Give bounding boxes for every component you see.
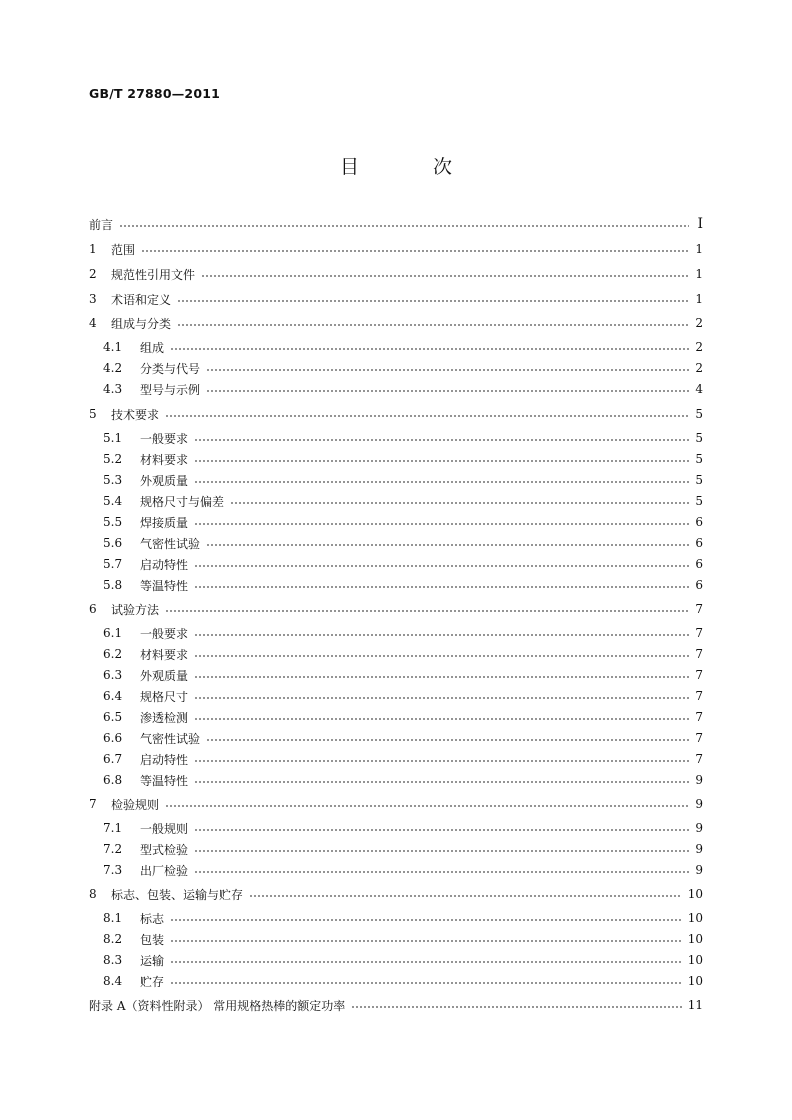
toc-entry[interactable] [103,666,703,684]
toc-entry[interactable] [103,819,703,837]
toc-entry[interactable] [103,909,703,927]
toc-entry[interactable] [103,951,703,969]
toc-entry-page-number: 5 [695,452,703,466]
toc-entry-label: 组成 [140,340,165,355]
document-number: GB/T 27880—2011 [89,86,221,101]
toc-entry-label: 材料要求 [140,647,189,662]
toc-entry-number: 6.1 [103,626,123,640]
toc-entry[interactable] [103,708,703,726]
toc-dot-leader [170,982,682,984]
toc-entry-page-number: 7 [695,731,703,745]
toc-entry-number: 1 [89,242,97,256]
toc-entry-label: 气密性试验 [140,536,201,551]
toc-entry-number: 3 [89,292,97,306]
toc-dot-leader [177,300,689,302]
toc-dot-leader [194,523,689,525]
toc-entry-number: 8.3 [103,953,123,967]
toc-entry-number: 5.4 [103,494,123,508]
toc-entry-number: 4 [89,316,97,330]
toc-entry-label: 包装 [140,932,165,947]
toc-entry-page-number: 9 [695,863,703,877]
toc-dot-leader [194,439,689,441]
toc-entry-page-number: Ⅰ [697,216,703,232]
toc-entry-label: 组成与分类 [111,316,172,331]
toc-entry-label: 气密性试验 [140,731,201,746]
toc-entry-label: 标志 [140,911,165,926]
toc-dot-leader [194,565,689,567]
toc-entry[interactable] [103,729,703,747]
toc-entry-number: 5.1 [103,431,123,445]
toc-entry-page-number: 5 [695,494,703,508]
toc-entry-page-number: 9 [695,842,703,856]
toc-entry-page-number: 10 [687,887,703,901]
toc-dot-leader [230,502,689,504]
page-title: 目 次 [339,156,487,178]
toc-dot-leader [165,415,689,417]
toc-entry-page-number: 7 [695,647,703,661]
toc-dot-leader [194,481,689,483]
toc-entry[interactable] [103,338,703,356]
toc-dot-leader [194,850,689,852]
toc-entry-label: 等温特性 [140,773,189,788]
toc-entry-page-number: 7 [695,710,703,724]
toc-entry-page-number: 6 [695,515,703,529]
toc-entry-number: 8.2 [103,932,123,946]
toc-entry[interactable] [103,450,703,468]
toc-entry-label: 技术要求 [111,407,160,422]
toc-entry-page-number: 2 [695,316,703,330]
toc-entry-label: 一般要求 [140,626,189,641]
toc-entry-number: 6.3 [103,668,123,682]
toc-entry-label: 出厂检验 [140,863,189,878]
toc-entry-label: 渗透检测 [140,710,189,725]
toc-entry-page-number: 6 [695,536,703,550]
toc-entry-page-number: 9 [695,773,703,787]
toc-dot-leader [206,390,689,392]
toc-entry-page-number: 4 [695,382,703,396]
toc-dot-leader [194,460,689,462]
toc-entry[interactable] [89,265,703,283]
toc-dot-leader [194,781,689,783]
toc-entry-label: 分类与代号 [140,361,201,376]
toc-entry-number: 8.1 [103,911,123,925]
toc-entry[interactable] [89,240,703,258]
toc-entry[interactable] [103,771,703,789]
toc-dot-leader [194,829,689,831]
toc-entry[interactable] [103,861,703,879]
toc-entry-label: 贮存 [140,974,165,989]
toc-entry[interactable] [89,314,703,332]
toc-entry-number: 7.3 [103,863,123,877]
toc-entry[interactable] [89,405,703,423]
toc-entry-label: 规格尺寸与偏差 [140,494,225,509]
toc-entry[interactable] [103,534,703,552]
toc-entry-page-number: 7 [695,752,703,766]
toc-entry-number: 6.8 [103,773,123,787]
toc-entry-label: 规范性引用文件 [111,267,196,282]
toc-entry-page-number: 10 [687,932,703,946]
toc-entry-label: 标志、包装、运输与贮存 [111,887,244,902]
toc-entry-page-number: 7 [695,626,703,640]
toc-entry-number: 7.1 [103,821,123,835]
toc-entry-page-number: 6 [695,557,703,571]
toc-dot-leader [194,634,689,636]
toc-entry-label: 试验方法 [111,602,160,617]
toc-entry[interactable] [103,840,703,858]
toc-entry-label: 检验规则 [111,797,160,812]
toc-entry[interactable] [103,359,703,377]
toc-entry-number: 6.2 [103,647,123,661]
toc-entry-label: 型式检验 [140,842,189,857]
toc-entry-label: 一般要求 [140,431,189,446]
toc-entry[interactable] [89,600,703,618]
toc-entry-label: 等温特性 [140,578,189,593]
toc-entry-label: 范围 [111,242,136,257]
toc-entry[interactable] [103,555,703,573]
toc-entry[interactable] [103,930,703,948]
toc-entry-label: 前言 [89,217,114,232]
toc-entry-number: 7 [89,797,97,811]
toc-entry-page-number: 9 [695,797,703,811]
toc-entry[interactable] [89,290,703,308]
toc-entry-number: 6.7 [103,752,123,766]
toc-entry-page-number: 7 [695,668,703,682]
toc-entry-number: 4.2 [103,361,123,375]
toc-entry-label: 术语和定义 [111,292,172,307]
toc-entry-label: 附录 A（资料性附录） 常用规格热棒的额定功率 [89,998,346,1013]
toc-entry-number: 4.1 [103,340,123,354]
toc-entry[interactable] [103,429,703,447]
toc-entry-page-number: 11 [687,998,703,1012]
toc-entry-label: 外观质量 [140,473,189,488]
toc-entry-number: 2 [89,267,97,281]
toc-dot-leader [170,348,689,350]
toc-entry[interactable] [89,215,703,233]
toc-dot-leader [351,1006,681,1008]
toc-entry[interactable] [103,750,703,768]
toc-entry-label: 一般规则 [140,821,189,836]
toc-entry-page-number: 10 [687,953,703,967]
toc-entry-label: 外观质量 [140,668,189,683]
toc-entry[interactable] [103,576,703,594]
toc-entry[interactable] [103,380,703,398]
toc-entry[interactable] [89,996,703,1014]
toc-dot-leader [141,250,689,252]
toc-entry-number: 5.6 [103,536,123,550]
toc-dot-leader [249,895,682,897]
toc-entry-number: 5.5 [103,515,123,529]
toc-dot-leader [165,610,689,612]
toc-entry-page-number: 5 [695,473,703,487]
toc-dot-leader [201,275,689,277]
toc-entry-number: 6.6 [103,731,123,745]
toc-entry-number: 5.2 [103,452,123,466]
toc-entry-number: 5.7 [103,557,123,571]
toc-entry[interactable] [103,624,703,642]
toc-dot-leader [177,324,689,326]
toc-entry-page-number: 2 [695,340,703,354]
toc-entry-page-number: 6 [695,578,703,592]
toc-entry-page-number: 5 [695,407,703,421]
toc-dot-leader [119,225,689,227]
toc-entry[interactable] [103,687,703,705]
toc-dot-leader [170,919,682,921]
toc-dot-leader [206,544,689,546]
toc-dot-leader [194,586,689,588]
toc-entry-number: 5 [89,407,97,421]
toc-entry-label: 规格尺寸 [140,689,189,704]
toc-entry-number: 8 [89,887,97,901]
toc-entry-page-number: 1 [695,242,703,256]
toc-entry[interactable] [103,972,703,990]
toc-entry-label: 启动特性 [140,752,189,767]
toc-entry-page-number: 7 [695,689,703,703]
toc-dot-leader [206,739,689,741]
toc-dot-leader [206,369,689,371]
toc-entry-number: 6.4 [103,689,123,703]
toc-entry-label: 焊接质量 [140,515,189,530]
toc-entry[interactable] [89,795,703,813]
toc-entry[interactable] [103,513,703,531]
toc-dot-leader [194,718,689,720]
toc-entry-page-number: 10 [687,911,703,925]
toc-dot-leader [165,805,689,807]
toc-dot-leader [194,676,689,678]
toc-entry-number: 4.3 [103,382,123,396]
toc-entry[interactable] [103,471,703,489]
toc-entry-number: 5.3 [103,473,123,487]
toc-entry[interactable] [89,885,703,903]
toc-entry-page-number: 1 [695,267,703,281]
toc-entry-page-number: 10 [687,974,703,988]
toc-entry-number: 5.8 [103,578,123,592]
toc-entry-number: 6.5 [103,710,123,724]
toc-dot-leader [170,940,682,942]
toc-entry-number: 6 [89,602,97,616]
toc-entry-number: 8.4 [103,974,123,988]
toc-entry-number: 7.2 [103,842,123,856]
toc-entry-page-number: 7 [695,602,703,616]
toc-dot-leader [170,961,682,963]
toc-entry-page-number: 1 [695,292,703,306]
toc-entry-page-number: 9 [695,821,703,835]
toc-dot-leader [194,871,689,873]
toc-dot-leader [194,655,689,657]
toc-entry-label: 运输 [140,953,165,968]
toc-entry[interactable] [103,645,703,663]
toc-entry-label: 启动特性 [140,557,189,572]
toc-entry-label: 型号与示例 [140,382,201,397]
toc-entry[interactable] [103,492,703,510]
toc-dot-leader [194,760,689,762]
toc-entry-label: 材料要求 [140,452,189,467]
toc-entry-page-number: 2 [695,361,703,375]
toc-entry-page-number: 5 [695,431,703,445]
toc-dot-leader [194,697,689,699]
